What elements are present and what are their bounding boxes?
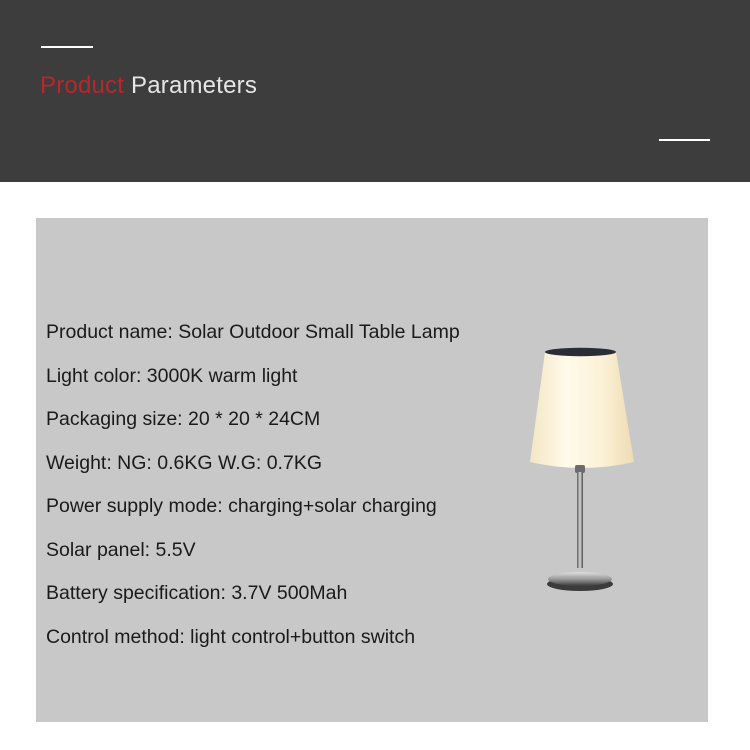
spec-battery: Battery specification: 3.7V 500Mah bbox=[46, 582, 348, 604]
spec-list bbox=[46, 316, 460, 664]
lamp-shade bbox=[530, 350, 634, 468]
decorative-line-top bbox=[41, 46, 93, 48]
spec-weight: Weight: NG: 0.6KG W.G: 0.7KG bbox=[46, 451, 322, 474]
lamp-pole bbox=[577, 472, 583, 568]
lamp-base bbox=[548, 572, 612, 586]
decorative-line-bottom bbox=[659, 139, 710, 141]
spec-power-supply: Power supply mode: charging+solar charging bbox=[46, 495, 437, 517]
section-title bbox=[40, 70, 257, 102]
section-title-accent: Product bbox=[40, 72, 125, 99]
spec-packaging-size: Packaging size: 20 * 20 * 24CM bbox=[46, 408, 321, 430]
lamp-neck bbox=[575, 465, 585, 473]
solar-panel-top bbox=[545, 348, 616, 356]
section-title-main: Parameters bbox=[131, 72, 258, 99]
spec-control-method: Control method: light control+button switch bbox=[46, 625, 416, 648]
spec-panel bbox=[36, 218, 708, 722]
header-banner bbox=[0, 0, 750, 182]
table-lamp-image bbox=[522, 346, 652, 596]
spec-light-color: Light color: 3000K warm light bbox=[46, 364, 298, 387]
spec-solar-panel: Solar panel: 5.5V bbox=[46, 538, 196, 561]
spec-product-name: Product name: Solar Outdoor Small Table Lamp bbox=[46, 321, 460, 343]
